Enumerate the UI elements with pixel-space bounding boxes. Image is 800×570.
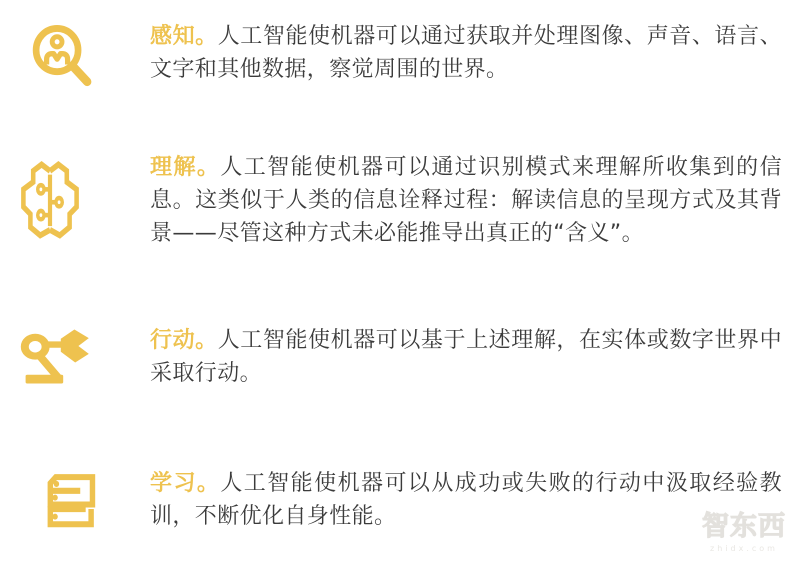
- capability-act: [150, 324, 782, 390]
- robot-arm-icon: [16, 328, 96, 400]
- capability-body: 人工智能使机器可以基于上述理解，在实体或数字世界中采取行动。: [150, 328, 782, 386]
- capability-title: 感知。: [150, 24, 218, 49]
- watermark-logo-text: 智东西: [702, 511, 786, 542]
- circuit-brain-icon: [15, 159, 85, 251]
- capability-perceive: [150, 20, 782, 86]
- capability-learn: [150, 467, 782, 533]
- capability-title: 理解。: [150, 155, 221, 180]
- server-stack-icon: [34, 468, 102, 544]
- capability-body: 人工智能使机器可以从成功或失败的行动中汲取经验教训，不断优化自身性能。: [150, 471, 782, 529]
- watermark-domain-text: zhidx.com: [710, 544, 778, 553]
- person-magnifier-icon: [27, 22, 97, 94]
- capability-understand: [150, 151, 782, 250]
- capability-title: 行动。: [150, 328, 218, 353]
- capability-body: 人工智能使机器可以通过获取并处理图像、声音、语言、文字和其他数据，察觉周围的世界。: [150, 24, 782, 82]
- watermark-zhidx: [692, 512, 796, 553]
- capability-title: 学习。: [150, 471, 221, 496]
- capability-body: 人工智能使机器可以通过识别模式来理解所收集到的信息。这类似于人类的信息诠释过程：解读信息的呈现方式及其背景——尽管这种方式未必能推导出真正的“含义”。: [150, 155, 782, 246]
